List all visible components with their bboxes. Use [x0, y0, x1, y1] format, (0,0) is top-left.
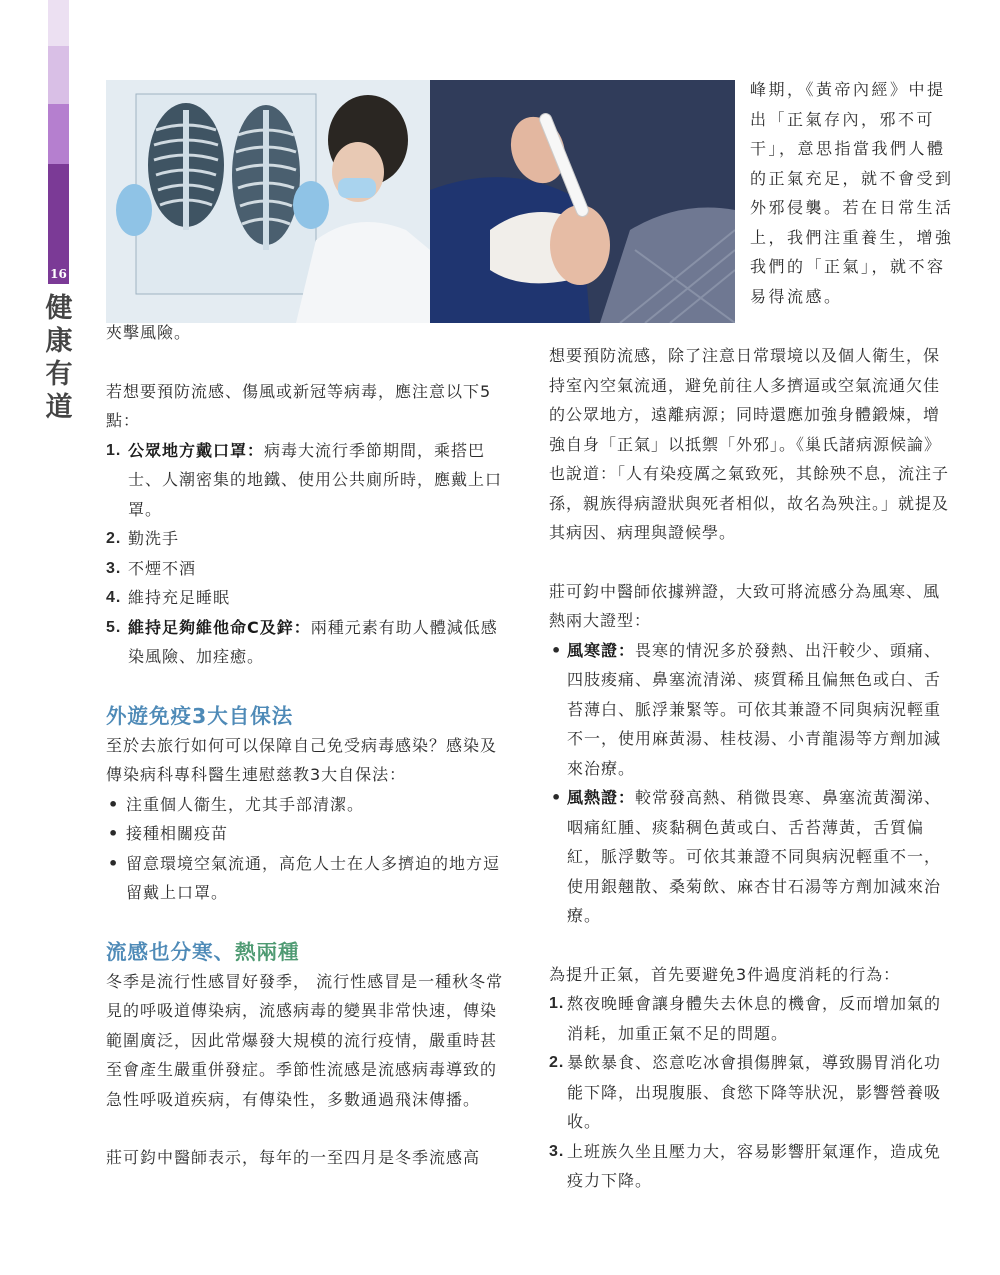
paragraph: 夾擊風險。: [106, 323, 192, 342]
paragraph: 想要預防流感，除了注意日常環境以及個人衛生，保持室內空氣流通，避免前往人多擠逼或空氣流通欠佳的公眾地方，遠離病源；同時還應加強身體鍛煉，增強自身「正氣」以抵禦「外邪」。《巢氏諸病源候論》也說道：「人有染疫厲之氣致死，其餘殃不息，流注子孫，親族得病證狀與死者相似，故名為殃注。」就提及其病因、病理與證候學。: [549, 346, 950, 542]
column-title: 健 康 有 道: [45, 293, 73, 423]
page-number: 16: [50, 267, 67, 281]
prevention-tips-list: [106, 436, 512, 672]
paragraph: 為提升正氣，首先要避免3件過度消耗的行為：: [549, 964, 901, 984]
paragraph: 莊可鈞中醫師依據辨證，大致可將流感分為風寒、風熱兩大證型：: [549, 581, 941, 630]
list-item: 2. 勤洗手: [106, 529, 180, 548]
bullet-icon: •: [108, 824, 120, 843]
paragraph: 冬季是流行性感冒好發季， 流行性感冒是一種秋冬常見的呼吸道傳染病，流感病毒的變異非常快速，傳染範圍廣泛，因此常爆發大規模的流行疫情，嚴重時甚至會產生嚴重併發症。季節性流感是流感病毒導致的急性呼吸道疾病，有傳染性，多數通過飛沫傳播。: [106, 971, 504, 1109]
behaviors-list: [549, 989, 955, 1196]
right-column-top: [750, 75, 954, 311]
list-item: 2. 暴飲暴食、恣意吃冰會損傷脾氣，導致腸胃消化功能下降，出現腹脹、食慾下降等狀況，影響營養吸收。: [549, 1053, 942, 1131]
list-item: • 風熱證：較常發高熱、稍微畏寒、鼻塞流黃濁涕、咽痛紅腫、痰黏稠色黃或白、舌苔薄黃，舌質偏紅，脈浮數等。可依其兼證不同與病況輕重不一，使用銀翹散、桑菊飲、麻杏甘石湯等方劑加減來治療。: [549, 783, 955, 931]
list-item: • 接種相關疫苗: [106, 819, 512, 849]
doctor-xray-photo: [106, 80, 430, 323]
sidebar-strip-purple: [48, 164, 69, 264]
paragraph: 莊可鈞中醫師表示，每年的一至四月是冬季流感高: [106, 1148, 481, 1167]
bullet-icon: •: [551, 640, 563, 660]
list-item: 3. 不煙不酒: [106, 558, 197, 578]
left-column: [106, 318, 512, 1173]
section-heading-flu-types: 流感也分寒、熱兩種: [106, 939, 300, 964]
bullet-icon: •: [551, 788, 563, 807]
paragraph: 峰期，《黃帝內經》中提出「正氣存內，邪不可干」，意思指當我們人體的正氣充足，就不會受到外邪侵襲。若在日常生活上，我們注重養生，增強我們的「正氣」，就不容易得流感。: [750, 80, 954, 306]
travel-tips-list: [106, 790, 512, 908]
sidebar-strip-light: [48, 0, 69, 46]
list-item: • 風寒證：畏寒的情況多於發熱、出汗較少、頭痛、四肢痠痛、鼻塞流清涕、痰質稀且偏無色或白、舌苔薄白、脈浮兼緊等。可依其兼證不同與病況輕重不一，使用麻黃湯、桂枝湯、小青龍湯等方劑加減來治療。: [549, 636, 955, 784]
list-item: 4. 維持充足睡眠: [106, 588, 231, 607]
bullet-icon: •: [108, 853, 120, 873]
thermometer-photo: [430, 80, 735, 323]
list-item: • 注重個人衞生，尤其手部清潔。: [106, 790, 512, 820]
list-item: • 留意環境空氣流通，高危人士在人多擠迫的地方逗留戴上口罩。: [106, 849, 512, 908]
right-column: [549, 341, 955, 1196]
list-item: 1. 公眾地方戴口罩：病毒大流行季節期間，乘搭巴士、人潮密集的地鐵、使用公共廁所時，應戴上口罩。: [106, 440, 503, 519]
section-heading-travel: 外遊免疫3大自保法: [106, 703, 294, 728]
list-item: 3. 上班族久坐且壓力大，容易影響肝氣運作，造成免疫力下降。: [549, 1141, 942, 1190]
list-item: 1. 熬夜晚睡會讓身體失去休息的機會，反而增加氣的消耗，加重正氣不足的問題。: [549, 994, 942, 1043]
paragraph: 至於去旅行如何可以保障自己免受病毒感染？感染及傳染病科專科醫生連慰慈教3大自保法：: [106, 735, 498, 784]
syndrome-types-list: [549, 636, 955, 931]
sidebar-strip-lavender: [48, 46, 69, 104]
sidebar-strip-violet: [48, 104, 69, 164]
paragraph: 若想要預防流感、傷風或新冠等病毒，應注意以下5點：: [106, 381, 492, 430]
bullet-icon: •: [108, 794, 120, 814]
list-item: 5. 維持足夠維他命C及鋅：兩種元素有助人體減低感染風險、加痊癒。: [106, 617, 498, 666]
